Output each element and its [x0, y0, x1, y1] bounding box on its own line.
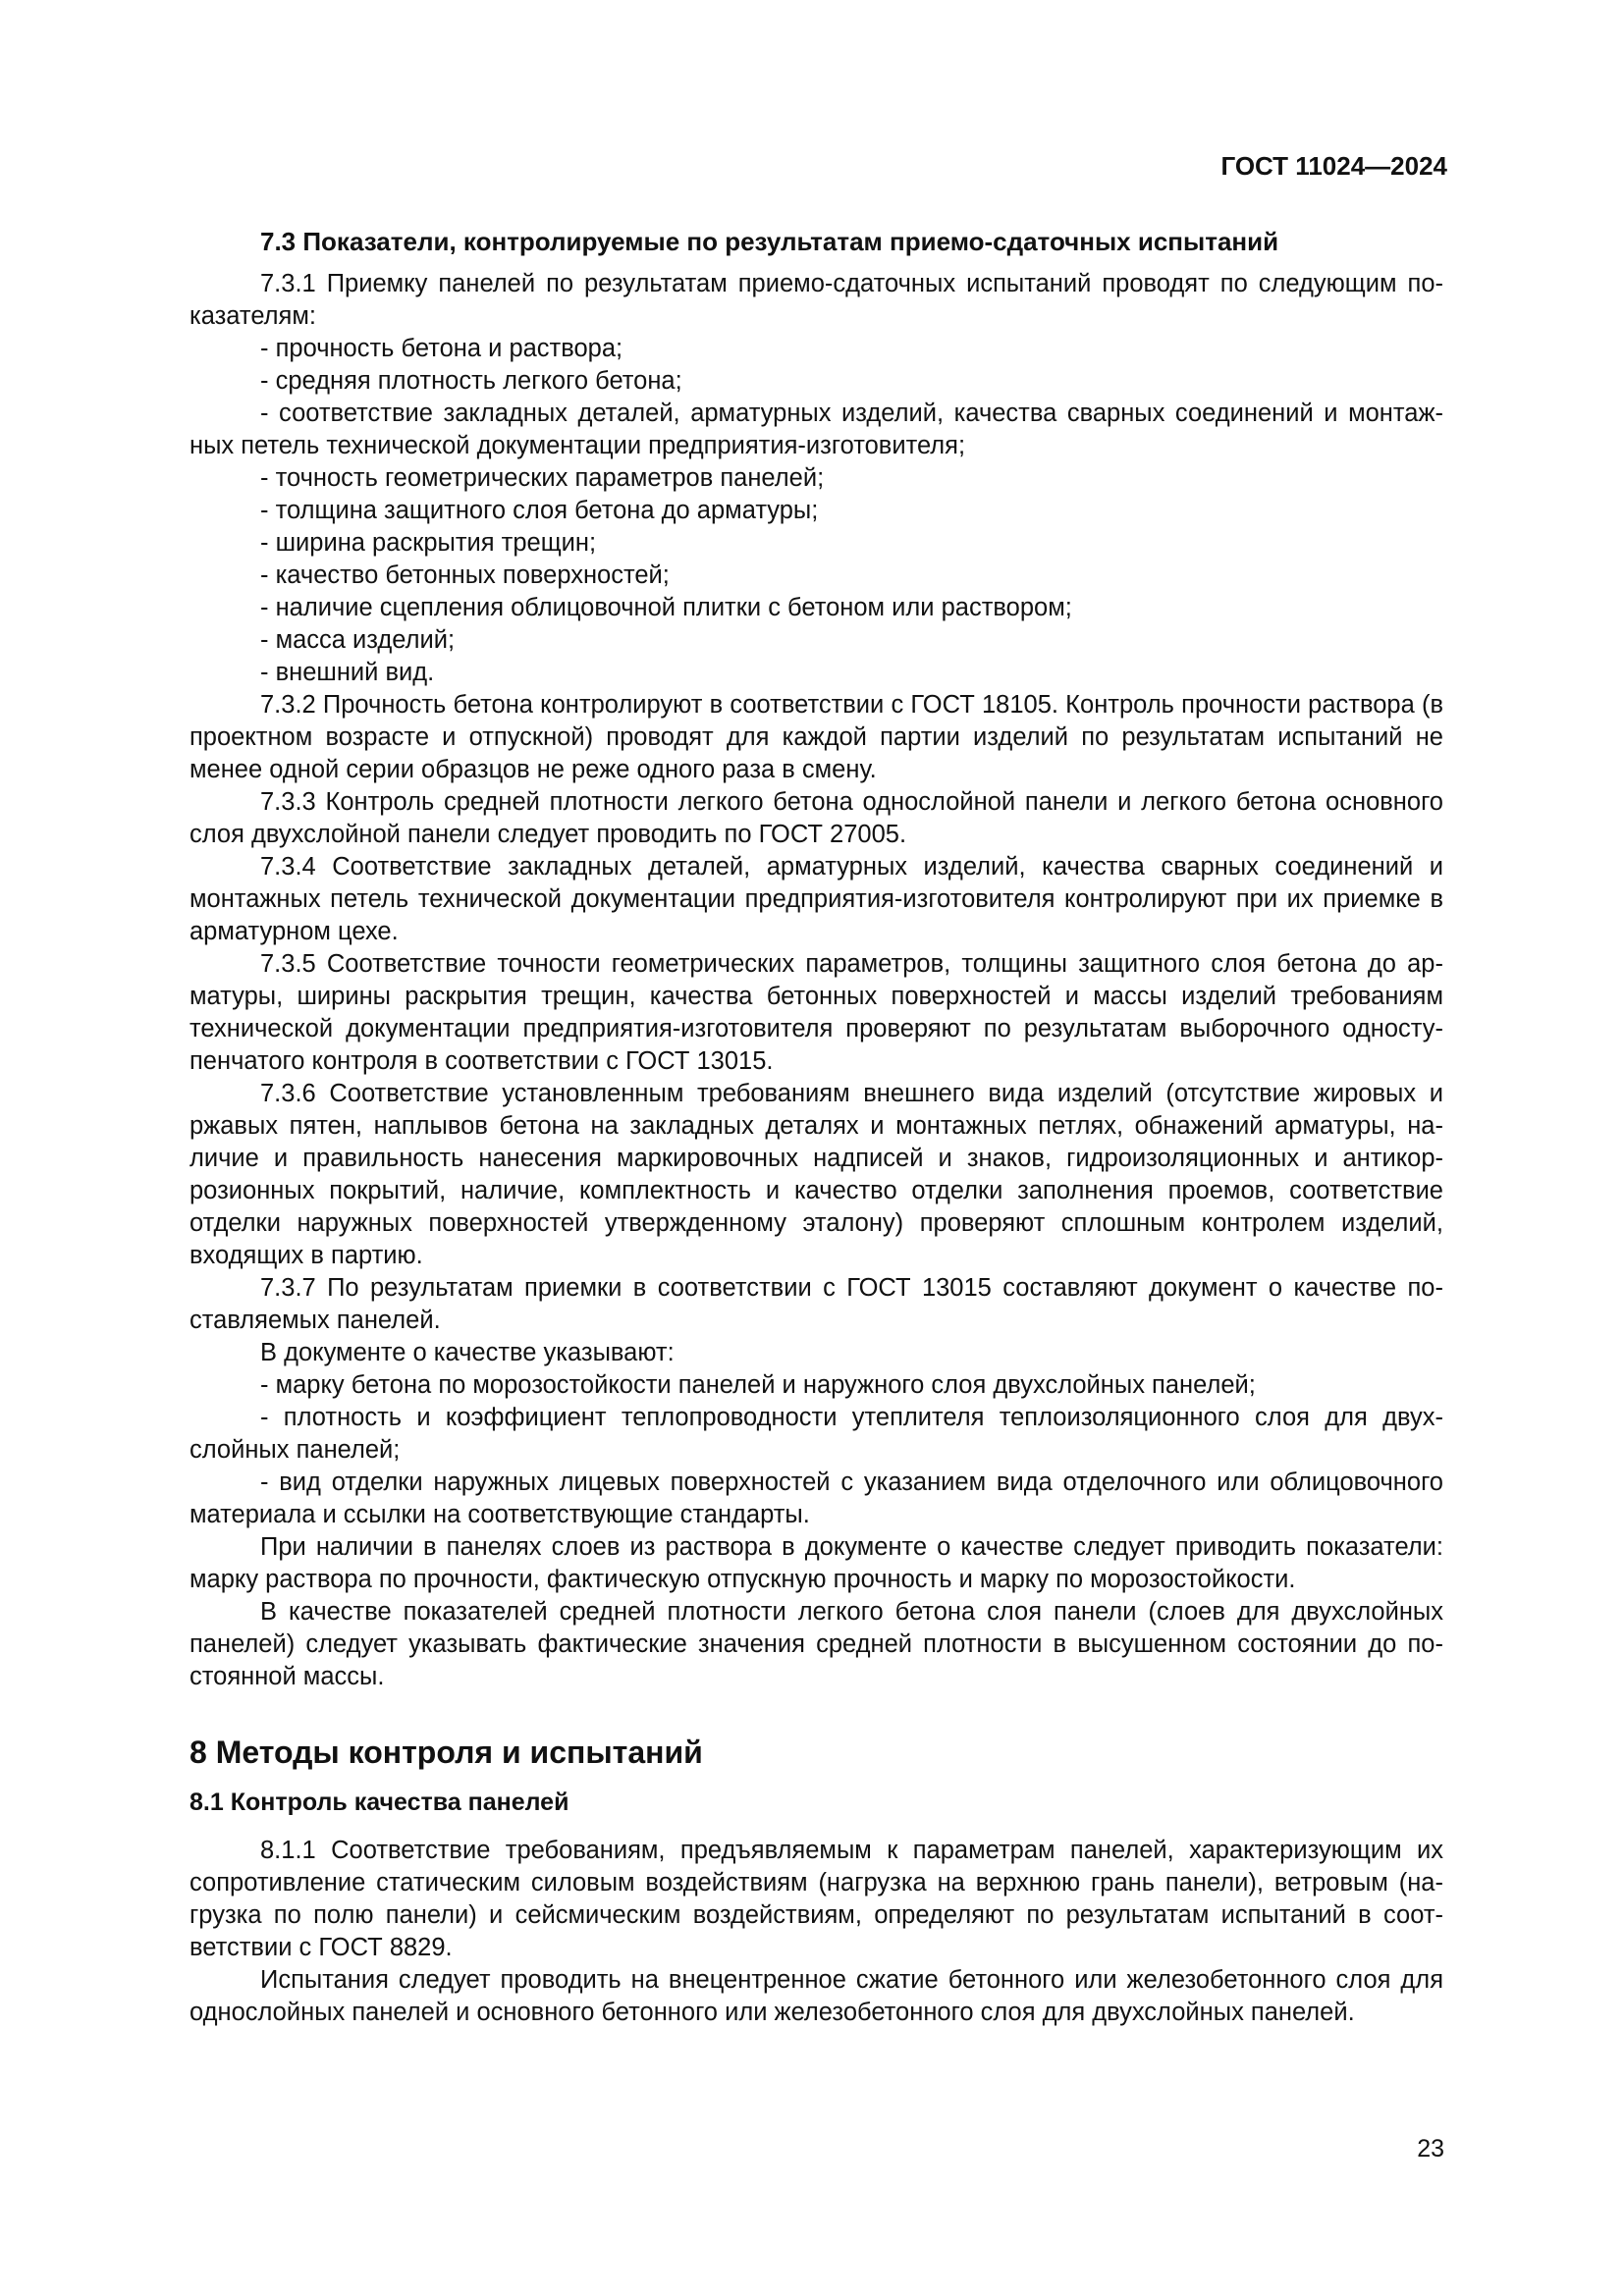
- list-item: - масса изделий;: [260, 626, 456, 654]
- list-item: - качество бетонных поверхностей;: [260, 561, 670, 589]
- paragraph-density: В качестве показателей средней плотности легкого бетона слоя панели (слоев для двухслойных панелей) следует указывать фактические значения средней плотности в высушенном состоянии до постоянной массы.: [189, 1598, 1443, 1690]
- list-item: - прочность бетона и раствора;: [260, 335, 623, 362]
- paragraph-7-3-3: 7.3.3 Контроль средней плотности легкого бетона однослойной панели и легкого бетона основного слоя двухслойной панели следует проводить по ГОСТ 27005.: [189, 788, 1443, 848]
- list-item: - соответствие закладных деталей, арматурных изделий, качества сварных соединений и монтажных петель технической документации предприятия-изготовителя;: [189, 400, 1443, 459]
- paragraph-7-3-5: 7.3.5 Соответствие точности геометрических параметров, толщины защитного слоя бетона до арматуры, ширины раскрытия трещин, качества бетонных поверхностей и массы изделий требованиям технической документации предприятия-изготовителя проверяют по результатам выборочного одноступенчатого контроля в соответствии с ГОСТ 13015.: [189, 950, 1443, 1075]
- subsection-title-7-3: 7.3 Показатели, контролируемые по результатам приемо-сдаточных испытаний: [260, 227, 1279, 256]
- list-item: - наличие сцепления облицовочной плитки с бетоном или раствором;: [260, 594, 1072, 621]
- paragraph-7-3-6: 7.3.6 Соответствие установленным требованиям внешнего вида изделий (отсутствие жировых и ржавых пятен, наплывов бетона на закладных деталях и монтажных петлях, обнажений арматуры, наличие и правильность нанесения маркировочных надписей и знаков, гидроизоляционных и антикоррозионных покрытий, наличие, комплектность и качество отделки заполнения проемов, соответствие отделки наружных поверхностей утвержденному эталону) проверяют сплошным контролем изделий, входящих в партию.: [189, 1080, 1443, 1269]
- list-item: - внешний вид.: [260, 659, 435, 686]
- paragraph-7-3-4: 7.3.4 Соответствие закладных деталей, арматурных изделий, качества сварных соединений и монтажных петель технической документации предприятия-изготовителя контролируют при их приемке в арматурном цехе.: [189, 853, 1443, 945]
- paragraph-7-3-7: 7.3.7 По результатам приемки в соответствии с ГОСТ 13015 составляют документ о качестве поставляемых панелей.: [189, 1274, 1443, 1334]
- quality-document-intro: В документе о качестве указывают:: [260, 1339, 675, 1366]
- list-item: - ширина раскрытия трещин;: [260, 529, 597, 557]
- list-item: - толщина защитного слоя бетона до арматуры;: [260, 497, 819, 524]
- section-title-8: 8 Методы контроля и испытаний: [189, 1735, 703, 1770]
- page-content: [189, 226, 1443, 2029]
- list-item: - точность геометрических параметров панелей;: [260, 464, 825, 492]
- paragraph-8-1-1: 8.1.1 Соответствие требованиям, предъявляемым к параметрам панелей, характеризующим их сопротивление статическим силовым воздействиям (нагрузка на верхнюю грань панели), ветровым (нагрузка по полю панели) и сейсмическим воздействиям, определяют по результатам испытаний в соответствии с ГОСТ 8829.: [189, 1837, 1443, 1961]
- paragraph-tests: Испытания следует проводить на внецентренное сжатие бетонного или железобетонного слоя для однослойных панелей и основного бетонного или железобетонного слоя для двухслойных панелей.: [189, 1966, 1443, 2026]
- list-item: - вид отделки наружных лицевых поверхностей с указанием вида отделочного или облицовочного материала и ссылки на соответствующие стандарты.: [189, 1468, 1443, 1528]
- paragraph-7-3-1: 7.3.1 Приемку панелей по результатам приемо-сдаточных испытаний проводят по следующим показателям:: [189, 270, 1443, 330]
- paragraph-7-3-2: 7.3.2 Прочность бетона контролируют в соответствии с ГОСТ 18105. Контроль прочности раствора (в проектном возрасте и отпускной) проводят для каждой партии изделий по результатам испытаний не менее одной серии образцов не реже одного раза в смену.: [189, 691, 1443, 783]
- page-number: 23: [1417, 2135, 1444, 2163]
- list-item: - марку бетона по морозостойкости панелей и наружного слоя двухслойных панелей;: [260, 1371, 1256, 1399]
- acceptance-criteria-list: [189, 333, 1443, 689]
- list-item: - плотность и коэффициент теплопроводности утеплителя теплоизоляционного слоя для двухслойных панелей;: [189, 1404, 1443, 1464]
- subsection-title-8-1: 8.1 Контроль качества панелей: [189, 1789, 569, 1816]
- document-header: ГОСТ 11024—2024: [1220, 151, 1447, 181]
- paragraph-mortar-layers: При наличии в панелях слоев из раствора в документе о качестве следует приводить показатели: марку раствора по прочности, фактическую отпускную прочность и марку по морозостойкости.: [189, 1533, 1443, 1593]
- list-item: - средняя плотность легкого бетона;: [260, 367, 682, 395]
- quality-document-list: [189, 1369, 1443, 1531]
